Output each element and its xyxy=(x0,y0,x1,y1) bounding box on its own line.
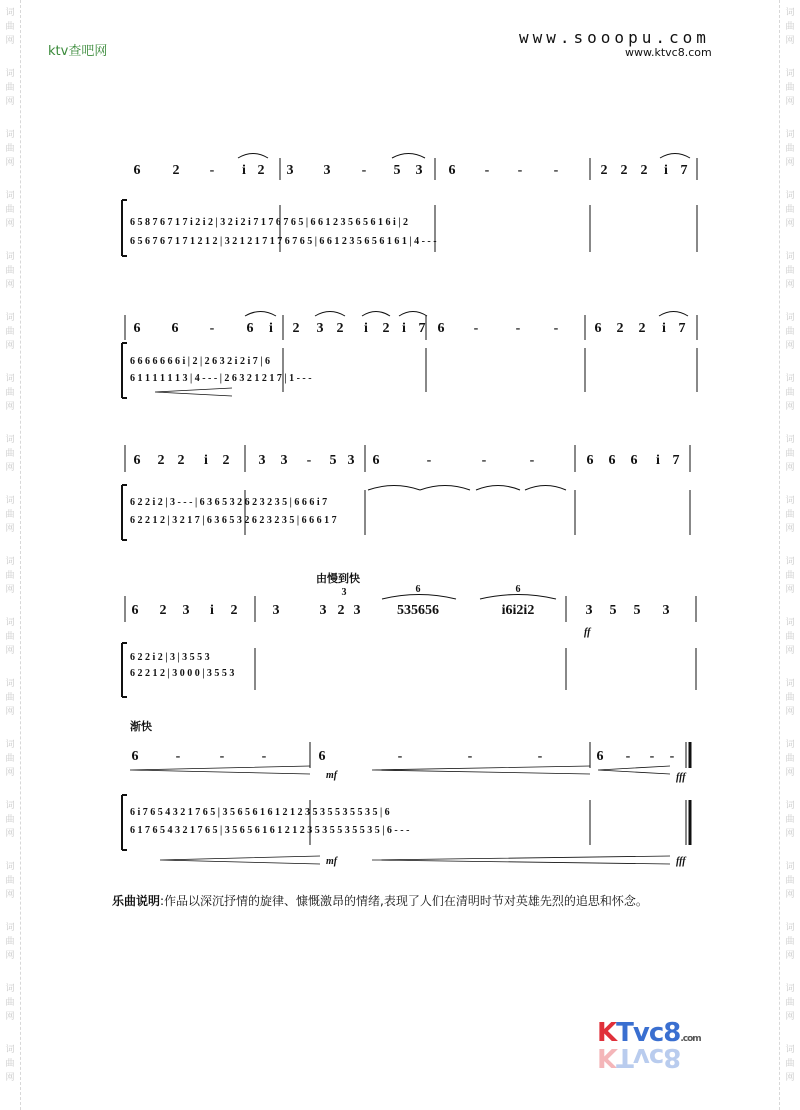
margin-watermark-char: 词 xyxy=(5,679,15,689)
melody-note: - xyxy=(529,453,535,468)
margin-watermark-char: 词 xyxy=(785,252,795,262)
melody-note: - xyxy=(361,163,367,178)
melody-note: 2 xyxy=(257,163,265,178)
margin-watermark-char: 网 xyxy=(785,951,795,961)
melody-note: 2 xyxy=(222,453,230,468)
margin-watermark-char: 网 xyxy=(5,890,15,900)
slur-mark xyxy=(480,595,556,600)
slur-mark xyxy=(362,312,390,317)
melody-note: 3 xyxy=(347,453,355,468)
melody-note: 3 xyxy=(353,603,361,618)
margin-watermark-char: 词 xyxy=(785,8,795,18)
margin-watermark-char: 曲 xyxy=(5,83,15,93)
slur-mark xyxy=(660,154,690,159)
margin-watermark-char: 网 xyxy=(5,585,15,595)
melody-note: 2 xyxy=(638,321,646,336)
melody-note: - xyxy=(473,321,479,336)
margin-watermark-char: 词 xyxy=(785,374,795,384)
margin-watermark-char: 网 xyxy=(785,707,795,717)
margin-watermark-char: 网 xyxy=(5,219,15,229)
margin-watermark-char: 词 xyxy=(785,1045,795,1055)
accompaniment-notes: 6 2 2 1 2 | 3 0 0 0 | 3 5 5 3 xyxy=(130,668,235,679)
margin-watermark-char: 词 xyxy=(5,1045,15,1055)
melody-note: 2 xyxy=(292,321,300,336)
dynamic-mf: mf xyxy=(326,770,338,781)
margin-watermark-char: 词 xyxy=(785,69,795,79)
margin-watermark-char: 网 xyxy=(785,97,795,107)
melody-note: 6 xyxy=(630,453,638,468)
margin-watermark-char: 词 xyxy=(785,435,795,445)
melody-note: - xyxy=(553,321,559,336)
margin-watermark-char: 网 xyxy=(785,341,795,351)
margin-watermark-char: 词 xyxy=(785,679,795,689)
melody-note: 6 xyxy=(596,749,604,764)
melody-note: - xyxy=(219,749,225,764)
margin-watermark-char: 曲 xyxy=(785,693,795,703)
melody-note: - xyxy=(306,453,312,468)
tempo-marking: 由慢到快 xyxy=(316,572,360,585)
margin-watermark-char: 词 xyxy=(5,130,15,140)
margin-watermark-char: 曲 xyxy=(5,876,15,886)
melody-note: 5 xyxy=(393,163,401,178)
accompaniment-notes: 6 2 2 i 2 | 3 | 3 5 5 3 xyxy=(130,652,210,663)
margin-watermark-char: 词 xyxy=(5,313,15,323)
score-row-4 xyxy=(122,571,696,697)
margin-watermark-char: 曲 xyxy=(5,388,15,398)
melody-note: 2 xyxy=(230,603,238,618)
margin-watermark-char: 网 xyxy=(785,768,795,778)
melody-note: - xyxy=(481,453,487,468)
melody-note: 6 xyxy=(131,603,139,618)
margin-watermark-char: 词 xyxy=(5,862,15,872)
logo-text: KTvc8.com xyxy=(597,1018,701,1048)
melody-note: 2 xyxy=(600,163,608,178)
margin-watermark-char: 曲 xyxy=(5,571,15,581)
melody-note: i xyxy=(269,321,273,336)
score-row-5 xyxy=(122,719,690,867)
margin-watermark-char: 网 xyxy=(785,1073,795,1083)
margin-watermark-char: 曲 xyxy=(785,388,795,398)
melody-note: - xyxy=(669,749,675,764)
melody-note: 6 xyxy=(246,321,254,336)
margin-watermark-char: 曲 xyxy=(5,327,15,337)
margin-watermark-char: 曲 xyxy=(5,266,15,276)
melody-note: 2 xyxy=(172,163,180,178)
margin-watermark-char: 词 xyxy=(5,740,15,750)
slur-mark xyxy=(238,154,268,159)
margin-watermark-char: 曲 xyxy=(5,815,15,825)
margin-watermark-char: 网 xyxy=(785,158,795,168)
margin-watermark-char: 词 xyxy=(5,69,15,79)
slur-mark xyxy=(399,312,427,317)
melody-note: 6 xyxy=(586,453,594,468)
margin-watermark-char: 曲 xyxy=(785,998,795,1008)
margin-watermark-char: 词 xyxy=(785,557,795,567)
melody-note: - xyxy=(649,749,655,764)
margin-watermark-char: 曲 xyxy=(785,144,795,154)
margin-watermark-char: 曲 xyxy=(785,876,795,886)
slur-mark xyxy=(392,154,425,159)
margin-watermark-char: 网 xyxy=(785,402,795,412)
crescendo-mark xyxy=(598,766,670,774)
margin-watermark-char: 网 xyxy=(5,524,15,534)
margin-watermark-char: 词 xyxy=(785,984,795,994)
melody-note: 3 xyxy=(272,603,280,618)
margin-watermark-char: 网 xyxy=(785,36,795,46)
margin-watermark-char: 词 xyxy=(5,435,15,445)
melody-note: 6 xyxy=(594,321,602,336)
melody-note: - xyxy=(397,749,403,764)
melody-note: i xyxy=(664,163,668,178)
margin-watermark-char: 曲 xyxy=(5,632,15,642)
margin-watermark-char: 词 xyxy=(785,496,795,506)
margin-watermark-char: 曲 xyxy=(5,22,15,32)
accompaniment-notes: 6 1 1 1 1 1 1 3 | 4 - - - | 2 6 3 2 1 2 1 7 | 1 - - - xyxy=(130,373,312,384)
margin-watermark-char: 网 xyxy=(5,1073,15,1083)
melody-note: 6 xyxy=(437,321,445,336)
margin-watermark-char: 词 xyxy=(785,191,795,201)
melody-note: - xyxy=(209,321,215,336)
melody-note: i xyxy=(656,453,660,468)
tuplet-mark: 6 xyxy=(415,584,421,595)
accompaniment-notes: 6 1 7 6 5 4 3 2 1 7 6 5 | 3 5 6 5 6 1 6 1 2 1 2 3 5 3 5 5 3 5 5 3 5 | 6 - - - xyxy=(130,825,410,836)
site-url-sub[interactable]: www.ktvc8.com xyxy=(625,46,712,59)
melody-note: 6 xyxy=(448,163,456,178)
margin-watermark-char: 网 xyxy=(785,585,795,595)
slur-mark xyxy=(420,486,470,491)
margin-watermark-char: 词 xyxy=(785,130,795,140)
slur-mark xyxy=(382,595,456,600)
dynamic-fff: fff xyxy=(676,856,686,867)
margin-watermark-char: 网 xyxy=(5,1012,15,1022)
accompaniment-notes: 6 2 2 1 2 | 3 2 1 7 | 6 3 6 5 3 2 6 2 3 2 3 5 | 6 6 6 1 7 xyxy=(130,515,337,526)
margin-watermark-char: 词 xyxy=(5,984,15,994)
margin-watermark-char: 词 xyxy=(785,313,795,323)
margin-watermark-char: 网 xyxy=(5,97,15,107)
margin-watermark-char: 曲 xyxy=(785,815,795,825)
melody-note: - xyxy=(426,453,432,468)
dynamic-ff: ff xyxy=(584,627,591,638)
slur-mark xyxy=(315,312,345,317)
margin-watermark-char: 词 xyxy=(5,374,15,384)
melody-note: 535656 xyxy=(397,603,439,618)
melody-note: - xyxy=(625,749,631,764)
melody-note: i xyxy=(204,453,208,468)
margin-watermark-char: 曲 xyxy=(5,1059,15,1069)
slur-mark xyxy=(659,312,688,317)
margin-watermark-char: 曲 xyxy=(785,937,795,947)
margin-watermark-char: 网 xyxy=(5,341,15,351)
melody-note: - xyxy=(467,749,473,764)
accompaniment-notes: 6 2 2 i 2 | 3 - - - | 6 3 6 5 3 2 6 2 3 2 3 5 | 6 6 6 i 7 xyxy=(130,497,328,508)
melody-note: 6 xyxy=(133,453,141,468)
dynamic-mf: mf xyxy=(326,856,338,867)
melody-note: 2 xyxy=(382,321,390,336)
margin-watermark-char: 网 xyxy=(5,707,15,717)
margin-watermark-char: 词 xyxy=(785,618,795,628)
margin-watermark-char: 网 xyxy=(5,646,15,656)
margin-watermark-char: 曲 xyxy=(5,205,15,215)
margin-watermark-char: 曲 xyxy=(785,1059,795,1069)
margin-watermark-char: 曲 xyxy=(5,693,15,703)
crescendo-mark xyxy=(160,856,320,864)
margin-watermark-char: 网 xyxy=(785,646,795,656)
melody-note: 3 xyxy=(280,453,288,468)
score-row-1 xyxy=(122,154,697,257)
margin-watermark-char: 网 xyxy=(785,829,795,839)
melody-note: - xyxy=(209,163,215,178)
margin-watermark-char: 曲 xyxy=(5,937,15,947)
margin-watermark-char: 网 xyxy=(5,158,15,168)
melody-note: - xyxy=(484,163,490,178)
melody-note: 2 xyxy=(640,163,648,178)
margin-watermark-char: 网 xyxy=(785,524,795,534)
margin-watermark-char: 曲 xyxy=(785,327,795,337)
melody-note: - xyxy=(175,749,181,764)
melody-note: i xyxy=(402,321,406,336)
melody-note: 2 xyxy=(616,321,624,336)
melody-note: 6 xyxy=(133,163,141,178)
margin-watermark-char: 网 xyxy=(785,280,795,290)
slur-mark xyxy=(368,486,420,491)
margin-watermark-char: 曲 xyxy=(5,449,15,459)
margin-watermark-char: 词 xyxy=(5,496,15,506)
margin-watermark-char: 词 xyxy=(5,618,15,628)
margin-watermark-char: 词 xyxy=(5,801,15,811)
margin-watermark-char: 曲 xyxy=(785,632,795,642)
melody-note: 3 xyxy=(319,603,327,618)
margin-watermark-char: 词 xyxy=(785,923,795,933)
melody-note: - xyxy=(553,163,559,178)
margin-watermark-char: 曲 xyxy=(785,22,795,32)
crescendo-mark xyxy=(130,766,310,774)
melody-note: 3 xyxy=(415,163,423,178)
score-row-3 xyxy=(122,445,690,540)
melody-note: 2 xyxy=(620,163,628,178)
site-name-left[interactable]: ktv查吧网 xyxy=(48,44,108,59)
accompaniment-notes: 6 6 6 6 6 6 6 i | 2 | 2 6 3 2 i 2 i 7 | 6 xyxy=(130,356,270,367)
margin-watermark-char: 词 xyxy=(5,923,15,933)
melody-note: 7 xyxy=(418,321,426,336)
crescendo-mark xyxy=(372,766,590,774)
crescendo-mark xyxy=(372,856,670,864)
margin-watermark-char: 曲 xyxy=(785,266,795,276)
melody-note: - xyxy=(517,163,523,178)
description-text: :作品以深沉抒情的旋律、慷慨激昂的情绪,表现了人们在清明时节对英雄先烈的追思和怀念。 xyxy=(160,894,648,908)
margin-watermark-char: 曲 xyxy=(785,83,795,93)
margin-watermark-char: 词 xyxy=(5,191,15,201)
melody-note: 3 xyxy=(316,321,324,336)
logo-reflection: KTvc8 xyxy=(597,1042,681,1072)
crescendo-mark xyxy=(155,388,232,396)
margin-watermark-char: 网 xyxy=(5,280,15,290)
music-description xyxy=(112,890,702,912)
melody-note: - xyxy=(261,749,267,764)
margin-watermark-char: 曲 xyxy=(5,144,15,154)
margin-watermark-char: 网 xyxy=(5,829,15,839)
slur-mark xyxy=(476,486,520,491)
melody-note: 3 xyxy=(182,603,190,618)
melody-note: 6 xyxy=(131,749,139,764)
margin-watermark-char: 曲 xyxy=(785,205,795,215)
melody-note: 7 xyxy=(672,453,680,468)
slur-mark xyxy=(525,486,566,491)
margin-watermark-char: 曲 xyxy=(785,449,795,459)
margin-watermark-char: 曲 xyxy=(785,510,795,520)
melody-note: 2 xyxy=(336,321,344,336)
melody-note: 2 xyxy=(157,453,165,468)
melody-note: 7 xyxy=(678,321,686,336)
margin-watermark-char: 曲 xyxy=(785,754,795,764)
margin-watermark-char: 网 xyxy=(5,36,15,46)
dynamic-fff: fff xyxy=(676,772,686,783)
melody-note: 6 xyxy=(372,453,380,468)
margin-watermark-char: 网 xyxy=(785,890,795,900)
melody-note: i xyxy=(210,603,214,618)
margin-watermark-char: 网 xyxy=(5,402,15,412)
triplet-mark: 3 xyxy=(341,587,347,598)
melody-note: - xyxy=(537,749,543,764)
melody-note: 6 xyxy=(608,453,616,468)
melody-note: 5 xyxy=(609,603,617,618)
margin-watermark-char: 曲 xyxy=(785,571,795,581)
margin-watermark-char: 网 xyxy=(785,219,795,229)
margin-watermark-char: 网 xyxy=(785,1012,795,1022)
melody-note: 3 xyxy=(323,163,331,178)
accompaniment-notes: 6 5 6 7 6 7 1 7 1 2 1 2 | 3 2 1 2 1 7 1 7 6 7 6 5 | 6 6 1 2 3 5 6 5 6 1 6 1 | 4 - - - xyxy=(130,236,437,247)
margin-watermark-char: 曲 xyxy=(5,754,15,764)
melody-note: i xyxy=(364,321,368,336)
score-row-2 xyxy=(122,312,697,399)
margin-watermark-char: 词 xyxy=(5,8,15,18)
melody-note: 3 xyxy=(585,603,593,618)
melody-note: 5 xyxy=(633,603,641,618)
melody-note: 7 xyxy=(680,163,688,178)
margin-watermark-char: 曲 xyxy=(5,510,15,520)
melody-note: i xyxy=(242,163,246,178)
margin-watermark-char: 网 xyxy=(785,463,795,473)
melody-note: i6i2i2 xyxy=(501,603,535,618)
margin-watermark-char: 词 xyxy=(785,801,795,811)
melody-note: 3 xyxy=(662,603,670,618)
tempo-marking: 渐快 xyxy=(130,720,152,733)
melody-note: 6 xyxy=(171,321,179,336)
slur-mark xyxy=(245,312,276,317)
melody-note: 6 xyxy=(133,321,141,336)
melody-note: 3 xyxy=(258,453,266,468)
melody-note: 2 xyxy=(337,603,345,618)
melody-note: - xyxy=(515,321,521,336)
accompaniment-notes: 6 5 8 7 6 7 1 7 i 2 i 2 | 3 2 i 2 i 7 1 7 6 7 6 5 | 6 6 1 2 3 5 6 5 6 1 6 i | 2 xyxy=(130,217,408,228)
melody-note: 2 xyxy=(177,453,185,468)
margin-watermark-char: 网 xyxy=(5,768,15,778)
margin-watermark-char: 词 xyxy=(5,557,15,567)
accompaniment-notes: 6 i 7 6 5 4 3 2 1 7 6 5 | 3 5 6 5 6 1 6 1 2 1 2 3 5 3 5 5 3 5 5 3 5 | 6 xyxy=(130,807,390,818)
tuplet-mark: 6 xyxy=(515,584,521,595)
melody-note: 3 xyxy=(286,163,294,178)
margin-watermark-char: 词 xyxy=(785,740,795,750)
melody-note: 5 xyxy=(329,453,337,468)
margin-watermark-char: 网 xyxy=(5,463,15,473)
margin-watermark-char: 词 xyxy=(785,862,795,872)
margin-watermark-char: 词 xyxy=(5,252,15,262)
melody-note: 6 xyxy=(318,749,326,764)
margin-watermark-char: 网 xyxy=(5,951,15,961)
site-url[interactable]: www.sooopu.com xyxy=(519,28,710,47)
melody-note: 2 xyxy=(159,603,167,618)
site-logo xyxy=(597,1018,747,1078)
margin-watermark-char: 曲 xyxy=(5,998,15,1008)
description-label: 乐曲说明 xyxy=(112,894,161,908)
melody-note: i xyxy=(662,321,666,336)
